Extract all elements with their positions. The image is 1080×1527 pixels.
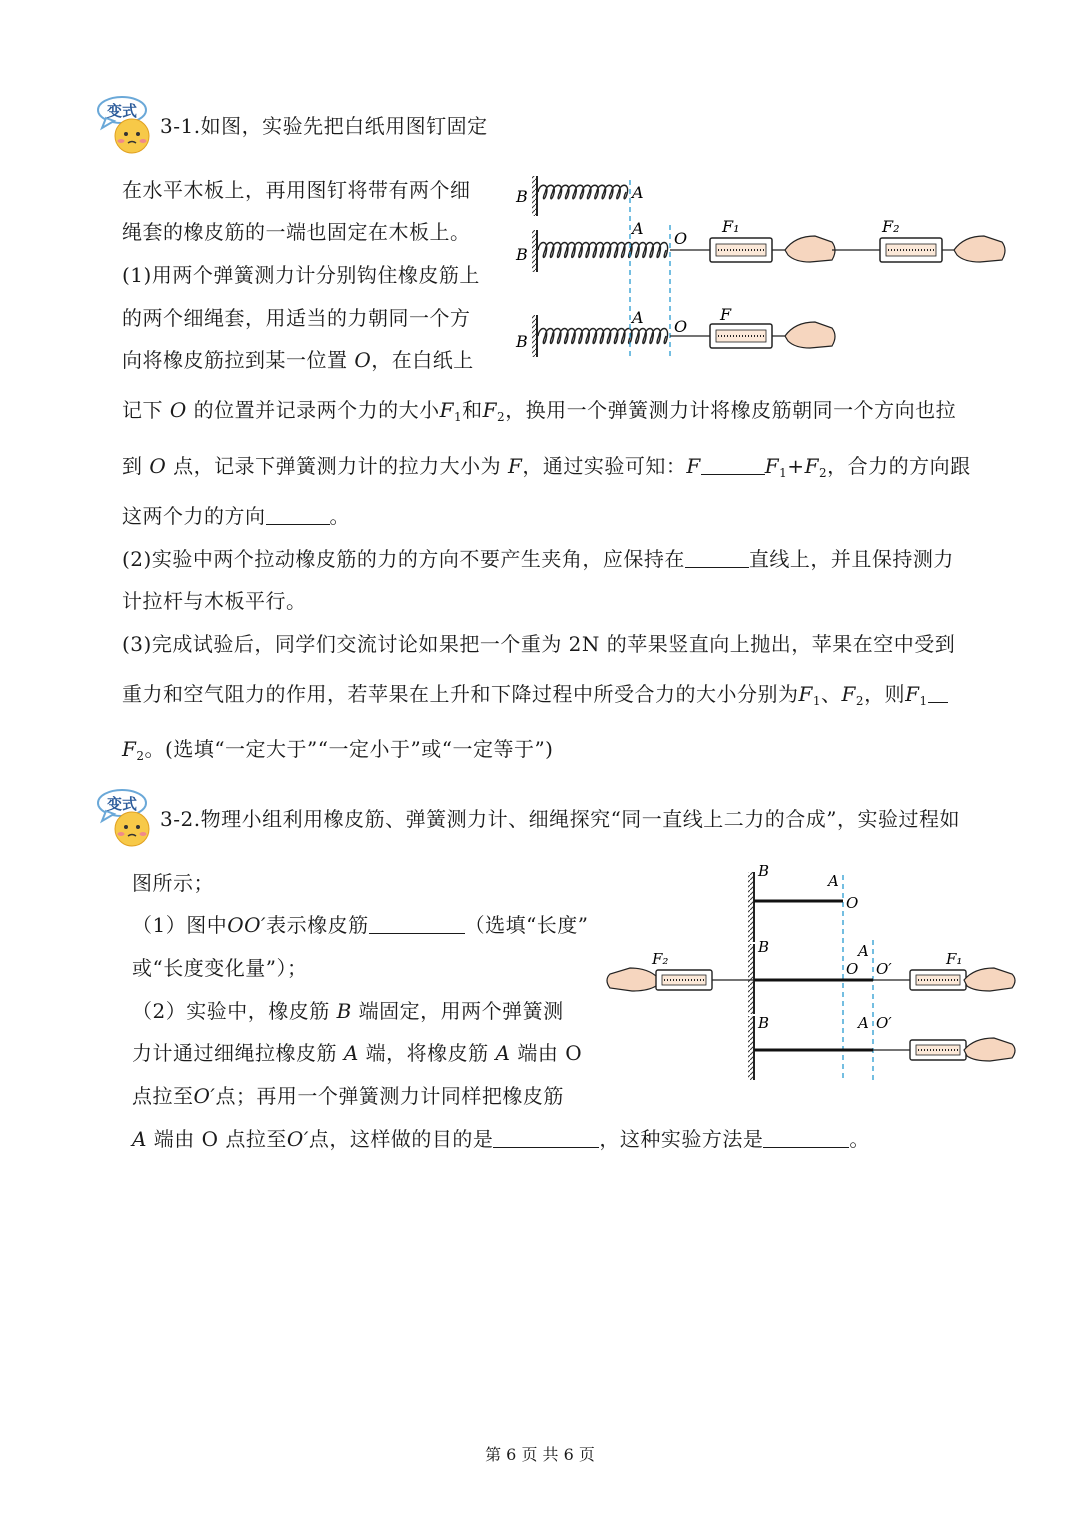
svg-text:B: B [758,1014,770,1032]
hand-icon-row2b [954,236,1005,262]
hand-icon-row3 [785,322,835,348]
problem1-line: (1)用两个弹簧测力计分别钩住橡皮筋上 [122,263,480,287]
svg-text:A: A [858,942,869,960]
problem2-title: 3-2.物理小组利用橡皮筋、弹簧测力计、细绳探究“同一直线上二力的合成”，实验过程如 [160,807,961,831]
answer-blank[interactable] [266,506,330,525]
rubber-band-row3 [538,329,668,344]
spring-scale-F1 [873,968,1015,991]
variant-badge-icon [96,94,156,154]
answer-blank[interactable] [493,1129,599,1148]
problem1-line: (3)完成试验后，同学们交流讨论如果把一个重为 2N 的苹果竖直向上抛出，苹果在空中受到 [122,632,956,656]
problem1-line: 到 O 点，记录下弹簧测力计的拉力大小为 F，通过实验可知：F $F_1+F_2$，合力的方向跟 [122,454,971,480]
svg-text:O: O [846,960,859,978]
hand-icon-row2a [785,236,835,262]
spring-scale-F2 [880,238,958,262]
problem1-line: 这两个力的方向 。 [122,504,350,528]
svg-text:F: F [720,305,732,324]
figure1-spring-scale-experiment [510,170,1020,365]
problem2-line: 点拉至O′点；再用一个弹簧测力计同样把橡皮筋 [132,1084,564,1108]
answer-blank[interactable] [701,456,765,475]
problem1-title: 3-1.如图，实验先把白纸用图钉固定 [160,114,488,138]
problem1-line: 在水平木板上，再用图钉将带有两个细 [122,178,471,202]
svg-text:F₁: F₁ [946,950,963,968]
svg-text:B: B [758,862,770,880]
svg-text:B: B [516,245,528,264]
spring-scale-F [873,1038,1015,1061]
svg-text:A: A [858,1014,869,1032]
svg-text:A: A [828,872,839,890]
answer-blank[interactable] [928,684,948,703]
variant-badge-icon [96,787,156,847]
svg-text:A: A [632,219,644,238]
svg-text:F₂: F₂ [652,950,669,968]
svg-text:A: A [632,183,644,202]
svg-text:B: B [516,187,528,206]
svg-text:变式: 变式 [106,102,138,120]
wall-row3 [532,315,537,357]
spring-scale-F2 [607,968,754,991]
svg-text:O′: O′ [876,960,892,978]
rubber-band-row1 [538,185,628,199]
page-footer: 第 6 页 共 6 页 [485,1445,595,1464]
figure2-two-force-experiment [600,860,1020,1085]
svg-text:O: O [674,229,688,248]
problem1-line: 重力和空气阻力的作用，若苹果在上升和下降过程中所受合力的大小分别为$F_1$、$F_2$，则$F_1$ [122,681,948,714]
svg-text:F₂: F₂ [882,217,900,236]
svg-text:变式: 变式 [106,795,138,813]
wall-row2 [532,230,537,272]
problem1-line: $F_2$。(选填“一定大于”“一定小于”或“一定等于”) [122,737,554,763]
problem2-line: 图所示； [132,871,214,895]
problem1-line: (2)实验中两个拉动橡皮筋的力的方向不要产生夹角，应保持在 直线上，并且保持测力 [122,547,954,571]
svg-text:A: A [632,308,644,327]
svg-text:B: B [516,332,528,351]
rubber-band-row2 [538,243,668,258]
svg-text:B: B [758,938,770,956]
answer-blank[interactable] [685,549,749,568]
wall-row1 [532,176,537,216]
svg-text:O′: O′ [876,1014,892,1032]
problem1-line: 记下 O 的位置并记录两个力的大小$F_1$和$F_2$，换用一个弹簧测力计将橡皮筋朝同一个方向也拉 [122,398,957,424]
problem1-line: 计拉杆与木板平行。 [122,589,307,613]
problem2-line: 或“长度变化量”）； [132,956,308,980]
svg-text:O: O [674,317,688,336]
spring-scale-F1 [670,238,790,262]
problem1-line: 绳套的橡皮筋的一端也固定在木板上。 [122,220,471,244]
problem1-line: 的两个细绳套，用适当的力朝同一个方 [122,306,471,330]
problem2-line: （1）图中OO′表示橡皮筋 （选填“长度” [132,913,589,937]
spring-scale-F [670,324,790,348]
answer-blank[interactable] [763,1129,849,1148]
problem2-line: 力计通过细绳拉橡皮筋 A 端，将橡皮筋 A 端由 O [132,1041,583,1065]
problem1-line: 向将橡皮筋拉到某一位置 O，在白纸上 [122,348,474,372]
problem2-line: （2）实验中，橡皮筋 B 端固定，用两个弹簧测 [132,999,564,1023]
answer-blank[interactable] [369,915,465,934]
svg-text:F₁: F₁ [722,217,740,236]
svg-text:O: O [846,894,859,912]
problem2-line: A 端由 O 点拉至O′点，这样做的目的是 ，这种实验方法是 。 [132,1127,870,1151]
